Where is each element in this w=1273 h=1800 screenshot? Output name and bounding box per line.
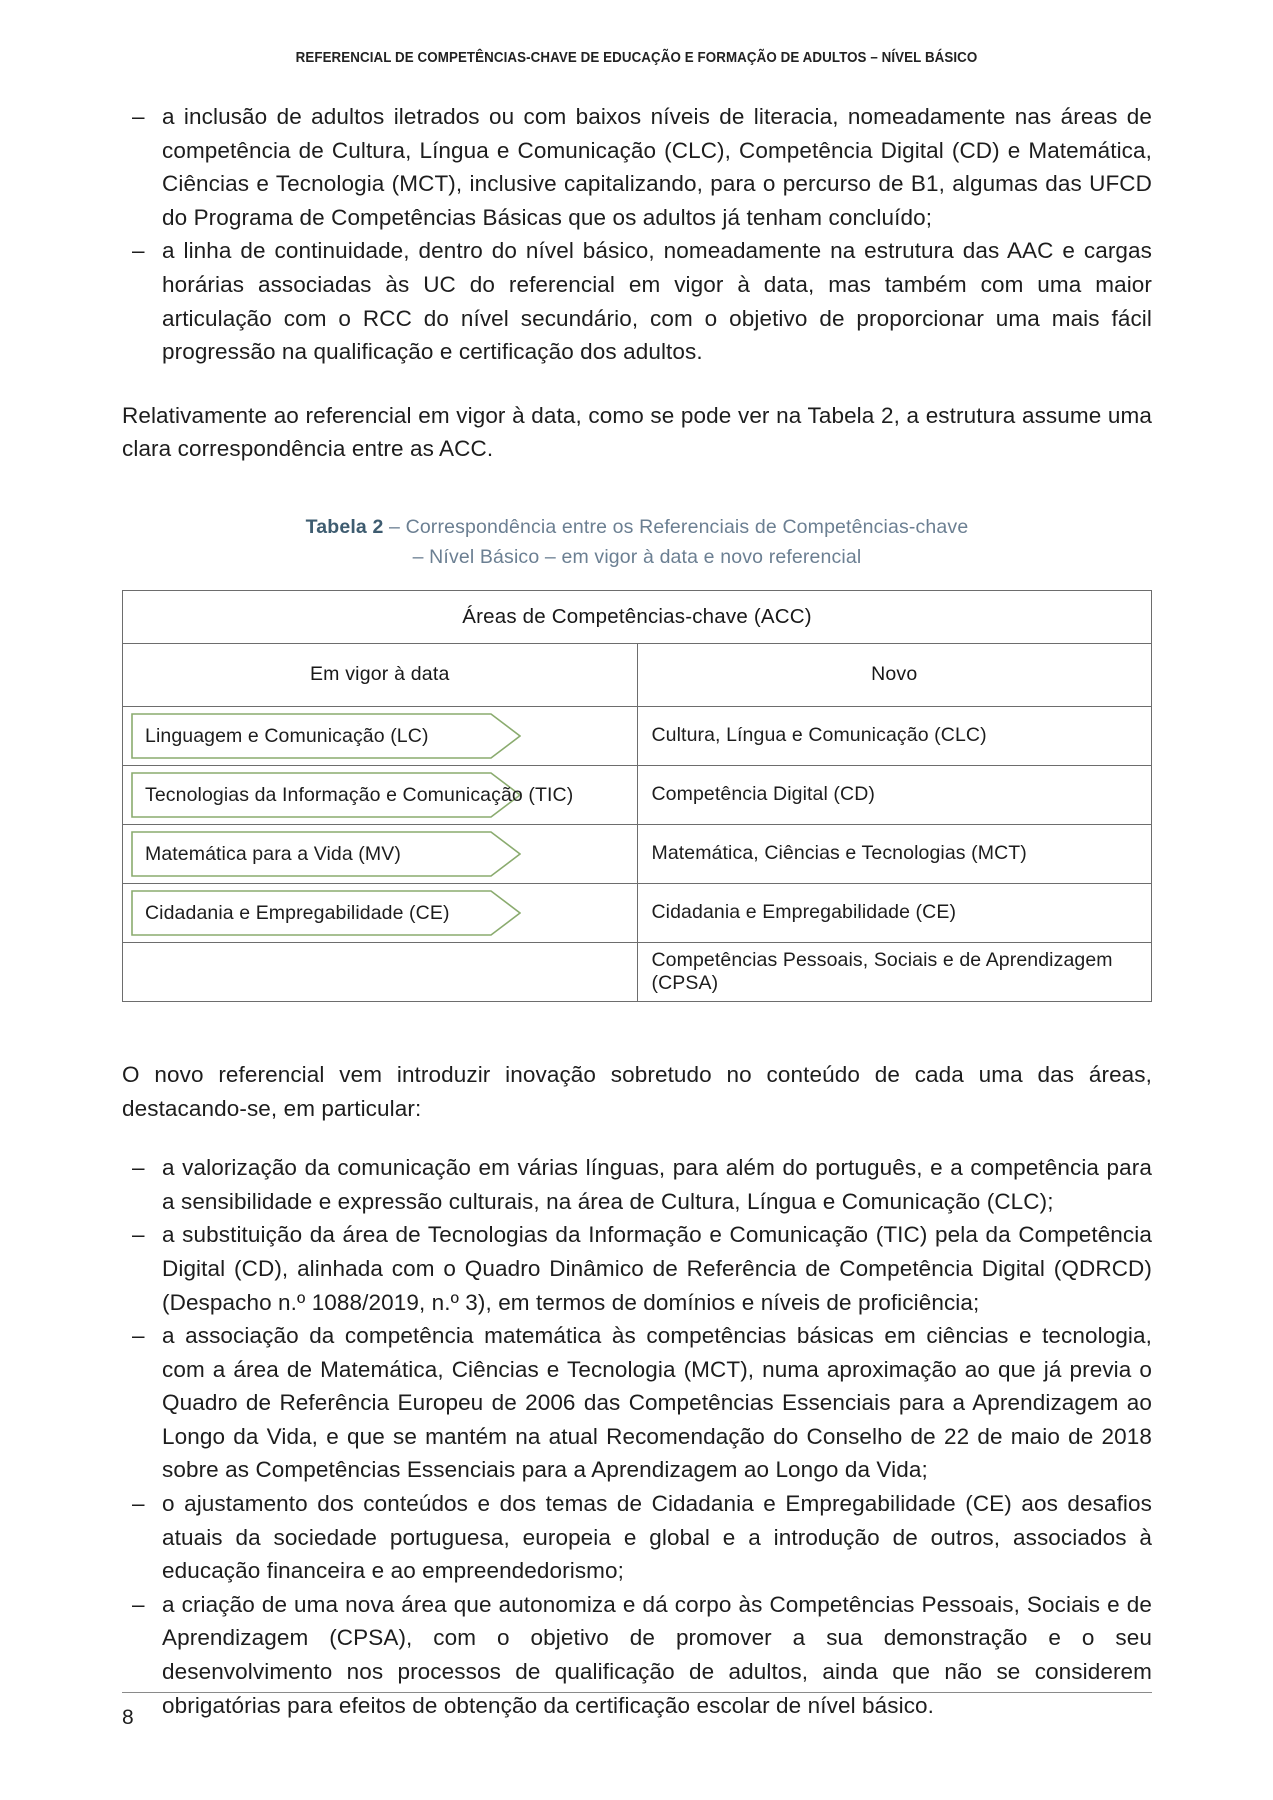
column-header-em-vigor: Em vigor à data <box>123 643 638 706</box>
mid-paragraph: O novo referencial vem introduzir inovação sobretudo no conteúdo de cada uma das áreas, destacando-se, em particular: <box>122 1061 1152 1121</box>
cell-old-area <box>123 824 638 883</box>
table-merged-header-cell: Áreas de Competências-chave (ACC) <box>123 590 1152 643</box>
table-row <box>123 706 1152 765</box>
page-number: 8 <box>122 1706 134 1729</box>
list-item <box>122 1218 1152 1319</box>
list-item-text: o ajustamento dos conteúdos e dos temas de Cidadania e Empregabilidade (CE) aos desafios atuais da sociedade portuguesa, europeia e global e a introdução de outros, associados à educação financeira e ao empreendedorismo; <box>162 1491 1152 1584</box>
cell-old-area-empty <box>123 942 638 1001</box>
table-row <box>123 765 1152 824</box>
list-item-text: a linha de continuidade, dentro do nível básico, nomeadamente na estrutura das AAC e cargas horárias associadas às UC do referencial em vigor à data, mas também com uma maior articulação com o RCC do nível secundário, com o objetivo de proporcionar uma mais fácil progressão na qualificação e certificação dos adultos. <box>162 238 1152 365</box>
table-caption-line-1 <box>122 512 1152 542</box>
table-header-row-merged <box>123 590 1152 643</box>
table-caption-line-2: – Nível Básico – em vigor à data e novo referencial <box>412 545 862 568</box>
arrow-label: Matemática para a Vida (MV) <box>145 842 401 865</box>
table-caption-label: Tabela 2 <box>305 515 384 538</box>
top-dash-list <box>122 100 1152 369</box>
dash-bullet: – <box>132 1491 145 1517</box>
list-item <box>122 100 1152 234</box>
dash-bullet: – <box>132 238 145 264</box>
dash-bullet: – <box>132 1222 145 1248</box>
list-item <box>122 1319 1152 1487</box>
list-item-text: a criação de uma nova área que autonomiza e dá corpo às Competências Pessoais, Sociais e de Aprendizagem (CPSA), com o objetivo de promover a sua demonstração e o seu desenvolvimento nos processos de qualificação de adultos, ainda que não se considerem obrigatórias para efeitos de obtenção da certificação escolar de nível básico. <box>162 1591 1152 1718</box>
cell-new-area: Cidadania e Empregabilidade (CE) <box>637 883 1152 942</box>
cell-new-area: Matemática, Ciências e Tecnologias (MCT) <box>637 824 1152 883</box>
footer-divider <box>122 1692 1152 1693</box>
arrow-callout <box>131 890 637 936</box>
table-row <box>123 942 1152 1001</box>
dash-bullet: – <box>132 1591 145 1617</box>
list-item-text: a inclusão de adultos iletrados ou com baixos níveis de literacia, nomeadamente nas áreas de competência de Cultura, Língua e Comunicação (CLC), Competência Digital (CD) e Matemática, Ciências e Tecnologia (MCT), inclusive capitalizando, para o percurso de B1, algumas das UFCD do Programa de Competências Básicas que os adultos já tenham concluído; <box>162 104 1152 230</box>
intro-paragraph: Relativamente ao referencial em vigor à data, como se pode ver na Tabela 2, a estrutura assume uma clara correspondência entre as ACC. <box>122 402 1152 462</box>
arrow-label: Linguagem e Comunicação (LC) <box>145 724 429 747</box>
cell-old-area <box>123 765 638 824</box>
cell-old-area <box>123 706 638 765</box>
dash-bullet: – <box>132 1155 145 1181</box>
running-head: REFERENCIAL DE COMPETÊNCIAS-CHAVE DE EDUCAÇÃO E FORMAÇÃO DE ADULTOS – NÍVEL BÁSICO <box>295 50 978 66</box>
table-header-row-columns <box>123 643 1152 706</box>
table-row <box>123 883 1152 942</box>
cell-new-area: Cultura, Língua e Comunicação (CLC) <box>637 706 1152 765</box>
list-item <box>122 1151 1152 1218</box>
arrow-label: Cidadania e Empregabilidade (CE) <box>145 901 450 924</box>
cell-new-area: Competência Digital (CD) <box>637 765 1152 824</box>
list-item <box>122 234 1152 368</box>
list-item-text: a substituição da área de Tecnologias da Informação e Comunicação (TIC) pela da Competência Digital (CD), alinhada com o Quadro Dinâmico de Referência de Competência Digital (QDRCD) (Despacho n.º 1088/2019, n.º 3), em termos de domínios e níveis de proficiência; <box>162 1222 1152 1315</box>
list-item-text: a valorização da comunicação em várias línguas, para além do português, e a competência para a sensibilidade e expressão culturais, na área de Cultura, Língua e Comunicação (CLC); <box>162 1155 1152 1214</box>
arrow-label: Tecnologias da Informação e Comunicação (TIC) <box>145 783 574 806</box>
list-item <box>122 1487 1152 1588</box>
page-content <box>122 100 1152 1722</box>
arrow-callout <box>131 772 637 818</box>
cell-new-area: Competências Pessoais, Sociais e de Aprendizagem (CPSA) <box>637 942 1152 1001</box>
dash-bullet: – <box>132 1323 145 1349</box>
dash-bullet: – <box>132 104 145 129</box>
table-caption <box>122 512 1152 572</box>
list-item <box>122 1588 1152 1722</box>
cell-old-area <box>123 883 638 942</box>
column-header-novo: Novo <box>637 643 1152 706</box>
acc-correspondence-table <box>122 590 1152 1002</box>
arrow-callout <box>131 713 637 759</box>
table-row <box>123 824 1152 883</box>
arrow-callout <box>131 831 637 877</box>
bottom-dash-list <box>122 1151 1152 1722</box>
list-item-text: a associação da competência matemática às competências básicas em ciências e tecnologia, com a área de Matemática, Ciências e Tecnologia (MCT), numa aproximação ao que já previa o Quadro de Referência Europeu de 2006 das Competências Essenciais para a Aprendizagem ao Longo da Vida, e que se mantém na atual Recomendação do Conselho de 22 de maio de 2018 sobre as Competências Essenciais para a Aprendizagem ao Longo da Vida; <box>162 1323 1152 1483</box>
table-caption-rest: – Correspondência entre os Referenciais de Competências-chave <box>383 515 969 538</box>
